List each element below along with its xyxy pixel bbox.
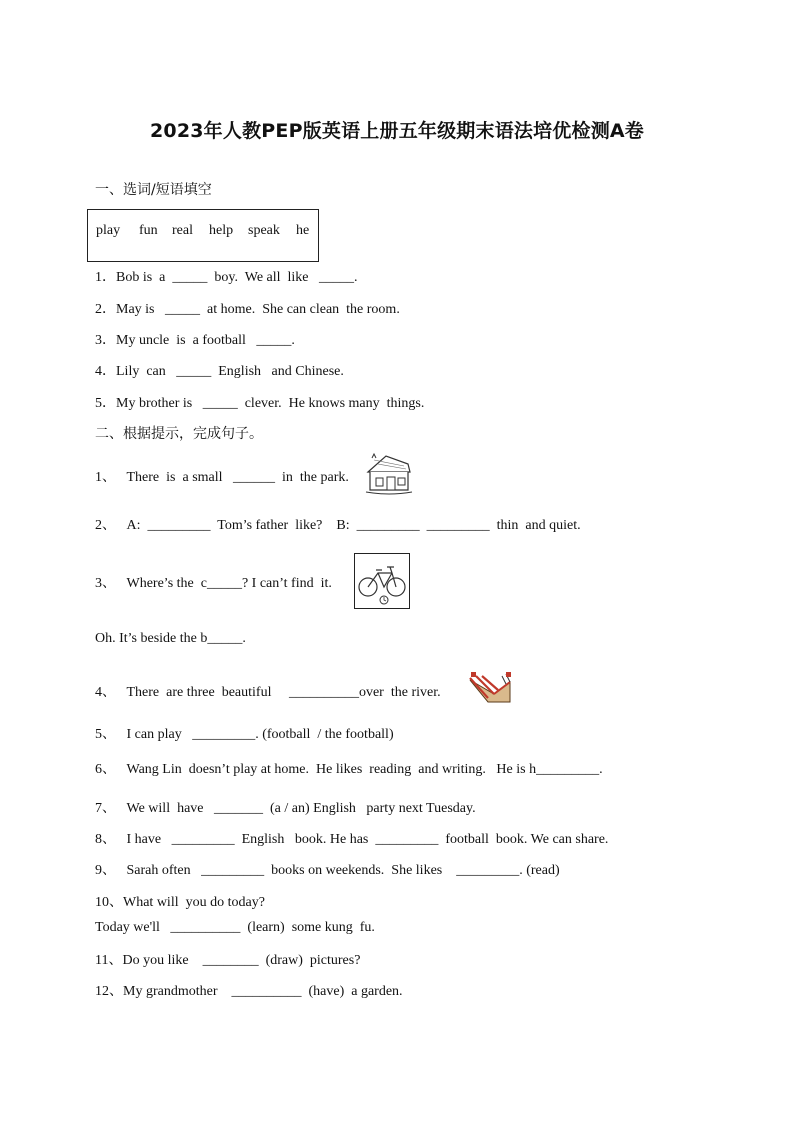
word-bank-item: fun [139, 223, 158, 238]
question-2-11: 11、Do you like ________ (draw) pictures? [95, 953, 361, 968]
word-bank-item: he [296, 223, 310, 238]
question-1-1: 1．Bob is a _____ boy. We all like _____. [95, 270, 358, 285]
bicycle-icon [354, 553, 410, 609]
word-bank-item: real [172, 223, 193, 238]
question-1-4: 4．Lily can _____ English and Chinese. [95, 364, 344, 379]
question-2-10-answer: Today we'll __________ (learn) some kung fu. [95, 920, 375, 935]
question-2-3-answer: Oh. It’s beside the b_____. [95, 631, 246, 646]
question-2-1: 1、 There is a small ______ in the park. [95, 470, 349, 485]
bridge-icon [466, 668, 514, 706]
question-2-3: 3、 Where’s the c_____? I can’t find it. [95, 576, 332, 591]
page-title: 2023年人教PEP版英语上册五年级期末语法培优检测A卷 [149, 120, 645, 142]
question-2-5: 5、 I can play _________. (football / the football) [95, 727, 394, 742]
section-2-heading: 二、根据提示，完成句子。 [95, 426, 263, 442]
question-2-6: 6、 Wang Lin doesn’t play at home. He likes reading and writing. He is h_________. [95, 762, 603, 777]
question-2-9: 9、 Sarah often _________ books on weekends. She likes _________. (read) [95, 863, 560, 878]
word-bank [87, 209, 319, 262]
word-bank-item: speak [248, 223, 280, 238]
question-2-2: 2、 A: _________ Tom’s father like? B: _________ _________ thin and quiet. [95, 518, 581, 533]
question-2-12: 12、My grandmother __________ (have) a garden. [95, 984, 403, 999]
section-1-heading: 一、选词/短语填空 [95, 182, 212, 198]
question-2-7: 7、 We will have _______ (a / an) English party next Tuesday. [95, 801, 476, 816]
word-bank-item: play [96, 223, 121, 238]
question-2-10: 10、What will you do today? [95, 895, 265, 910]
question-1-3: 3．My uncle is a football _____. [95, 333, 295, 348]
question-2-8: 8、 I have _________ English book. He has _________ football book. We can share. [95, 832, 609, 847]
question-2-4: 4、 There are three beautiful __________over the river. [95, 685, 441, 700]
word-bank-item: help [209, 223, 234, 238]
question-1-5: 5．My brother is _____ clever. He knows many things. [95, 396, 425, 411]
house-icon [364, 450, 414, 496]
question-1-2: 2．May is _____ at home. She can clean the room. [95, 302, 400, 317]
